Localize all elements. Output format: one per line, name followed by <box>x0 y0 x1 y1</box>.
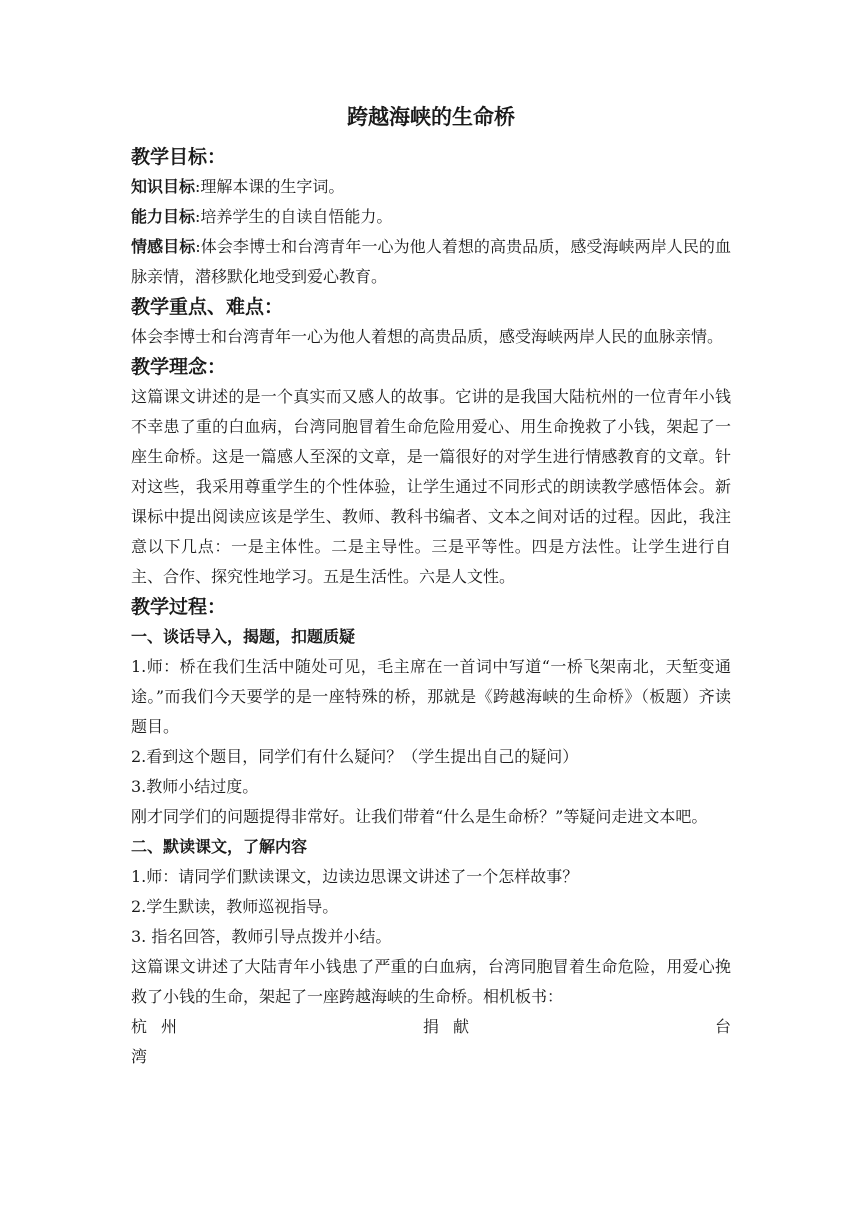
section1-item: 3.教师小结过度。 <box>131 777 259 796</box>
section1-item: 2.看到这个题目，同学们有什么疑问？（学生提出自己的疑问） <box>131 747 579 766</box>
ability-goal-label: 能力目标 <box>131 207 196 226</box>
emotion-goal-text: :体会李博士和台湾青年一心为他人着想的高贵品质，感受海峡两岸人民的血脉亲情，潜移默化地受到爱心教育。 <box>131 237 731 286</box>
document-title: 跨越海峡的生命桥 <box>347 104 515 129</box>
ability-goal-text: :培养学生的自读自悟能力。 <box>195 207 393 226</box>
section1-item: 刚才同学们的问题提得非常好。让我们带着“什么是生命桥？”等疑问走进文本吧。 <box>131 807 708 826</box>
philosophy-heading: 教学理念： <box>131 356 227 378</box>
section2-item: 2.学生默读，教师巡视指导。 <box>131 897 339 916</box>
knowledge-goal-label: 知识目标 <box>131 177 196 196</box>
ability-goal <box>131 202 731 232</box>
knowledge-goal-text: :理解本课的生字词。 <box>195 177 345 196</box>
section2-heading: 二、默读课文，了解内容 <box>131 837 308 856</box>
key-points-text: 体会李博士和台湾青年一心为他人着想的高贵品质，感受海峡两岸人民的血脉亲情。 <box>131 327 724 346</box>
document-page <box>131 100 731 1072</box>
board-wrap: 湾 <box>131 1047 148 1066</box>
section2-item: 3. 指名回答，教师引导点拨并小结。 <box>131 927 392 946</box>
emotion-goal <box>131 232 731 292</box>
key-points-heading: 教学重点、难点： <box>131 296 284 318</box>
section1-item: 1.师：桥在我们生活中随处可见，毛主席在一首词中写道“一桥飞架南北，天堑变通途。”而我们今天要学的是一座特殊的桥，那就是《跨越海峡的生命桥》（板题）齐读题目。 <box>131 657 731 736</box>
board-right: 台 <box>714 1017 731 1036</box>
section2-item: 1.师：请同学们默读课文，边读边思课文讲述了一个怎样故事？ <box>131 867 579 886</box>
process-heading: 教学过程： <box>131 596 227 618</box>
goals-heading: 教学目标： <box>131 146 227 168</box>
section2-item: 这篇课文讲述了大陆青年小钱患了严重的白血病，台湾同胞冒着生命危险，用爱心挽救了小钱的生命，架起了一座跨越海峡的生命桥。相机板书： <box>131 957 731 1006</box>
philosophy-text: 这篇课文讲述的是一个真实而又感人的故事。它讲的是我国大陆杭州的一位青年小钱不幸患了重的白血病，台湾同胞冒着生命危险用爱心、用生命挽救了小钱，架起了一座生命桥。这是一篇感人至深的文章，是一篇很好的对学生进行情感教育的文章。针对这些，我采用尊重学生的个性体验，让学生通过不同形式的朗读教学感悟体会。新课标中提出阅读应该是学生、教师、教科书编者、文本之间对话的过程。因此，我注意以下几点：一是主体性。二是主导性。三是平等性。四是方法性。让学生进行自主、合作、探究性地学习。五是生活性。六是人文性。 <box>131 387 731 586</box>
section1-heading: 一、谈话导入，揭题，扣题质疑 <box>131 627 356 646</box>
emotion-goal-label: 情感目标 <box>131 237 196 256</box>
knowledge-goal <box>131 172 731 202</box>
board-left: 杭州 <box>131 1017 192 1036</box>
board-middle: 捐献 <box>422 1017 483 1036</box>
blackboard-line <box>131 1012 731 1042</box>
